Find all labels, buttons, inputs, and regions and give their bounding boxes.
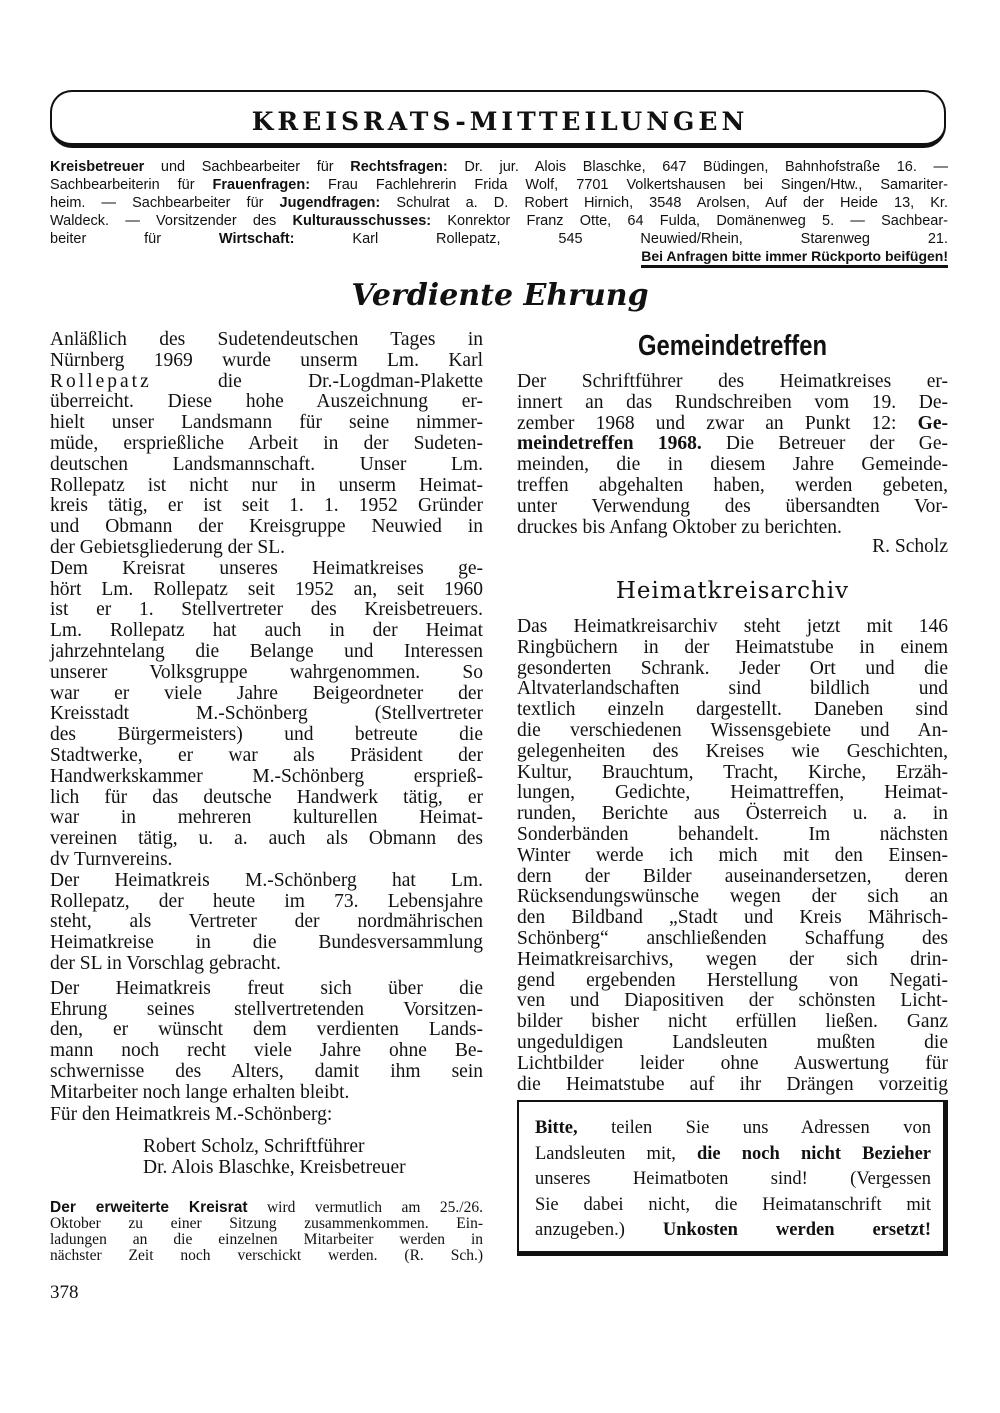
text-segment: druckes bis Anfang Oktober zu berichten. (517, 516, 842, 538)
return-postage-notice: Bei Anfragen bitte immer Rückporto beifügen! (641, 248, 948, 268)
text-line (50, 892, 483, 913)
text-line (535, 1218, 931, 1244)
text-line (50, 1000, 483, 1021)
contact-info-block (50, 158, 948, 248)
text-line (517, 950, 948, 971)
text-segment: runden, Berichte aus Österreich u. a. in (517, 803, 948, 825)
signature-scholz: Robert Scholz, Schriftführer (143, 1136, 365, 1157)
text-segment: den, er wünscht dem verdienten Lands- (50, 1019, 483, 1041)
text-segment: der SL in Vorschlag gebracht. (50, 952, 281, 974)
text-segment: Schulrat a. D. Robert Hirnich, 3548 Arolsen, Auf der Heide 13, Kr. (380, 195, 948, 211)
text-line (50, 194, 948, 212)
text-segment: Heimatkreisarchivs, wegen der sich drin- (517, 948, 948, 970)
bold-text: Unkosten werden ersetzt! (662, 1220, 931, 1240)
text-segment: dern der Bilder auseinandersetzen, deren (517, 865, 948, 887)
text-segment: vereinen tätig, u. a. auch als Obmann des (50, 828, 483, 850)
text-line (50, 871, 483, 892)
text-line (50, 158, 948, 176)
text-segment: Mitarbeiter noch lange erhalten bleibt. (50, 1081, 350, 1103)
text-segment: lich für das deutsche Handwerk tätig, er (50, 786, 483, 808)
text-segment: Ringbüchern in der Heimatstube in einem (517, 636, 948, 658)
text-segment: gelegenheiten des Kreises wie Geschichten, (517, 740, 948, 762)
text-line (50, 580, 483, 601)
text-line (50, 372, 483, 393)
bold-text: Wirtschaft: (218, 231, 295, 247)
text-segment: Schönberg“ anschließenden Schaffung des (517, 927, 948, 949)
closing-signatures (50, 1104, 406, 1178)
text-segment: Sonderbänden behandelt. Im nächsten (517, 823, 948, 845)
article-verdiente-ehrung (50, 330, 483, 1103)
text-line (517, 497, 948, 518)
text-line (517, 617, 948, 638)
text-segment: innert an das Rundschreiben vom 19. De- (517, 391, 948, 413)
text-segment: Der Heimatkreis freut sich über die (50, 977, 483, 999)
page-number: 378 (50, 1282, 79, 1303)
text-segment: Handwerkskammer M.-Schönberg ersprieß- (50, 765, 483, 787)
text-segment: Konrektor Franz Otte, 64 Fulda, Domänenweg 5. — Sachbear- (431, 213, 948, 229)
text-segment: kreis tätig, er ist seit 1. 1. 1952 Gründer (50, 495, 483, 517)
text-line (50, 496, 483, 517)
bold-text: die noch nicht Bezieher (696, 1143, 931, 1164)
text-segment: des Bürgermeisters) und betreute die (50, 724, 483, 746)
text-segment: schwernisse des Alters, damit ihm sein (50, 1060, 483, 1082)
text-line (50, 663, 483, 684)
text-line (517, 763, 948, 784)
heading-gemeindetreffen: Gemeindetreffen (638, 330, 827, 362)
text-segment: textlich einzeln dargestellt. Daneben sind (517, 699, 948, 721)
text-segment: Dr. jur. Alois Blaschke, 647 Büdingen, Bahnhofstraße 16. — (447, 159, 948, 175)
text-line (517, 700, 948, 721)
text-segment: Rücksendungswünsche wegen der sich an (517, 886, 948, 908)
text-line (50, 1232, 483, 1248)
bold-text: meindetreffen 1968. (517, 433, 702, 455)
text-line (50, 1083, 483, 1104)
text-segment: hört Lm. Rollepatz seit 1952 an, seit 1960 (50, 578, 483, 600)
text-line (50, 767, 483, 788)
text-segment: zember 1968 und zwar an Punkt 12: (517, 412, 918, 434)
text-segment: war er viele Jahre Beigeordneter der (50, 682, 483, 704)
text-segment: bilder bisher nicht erfüllen ließen. Ganz (517, 1011, 948, 1033)
text-segment: lungen, Gedichte, Heimattreffen, Heimat- (517, 782, 948, 804)
text-line (50, 230, 948, 248)
text-line (50, 476, 483, 497)
text-line (517, 1054, 948, 1075)
text-line (517, 455, 948, 476)
text-line (517, 908, 948, 929)
text-segment: Sie dabei nicht, die Heimatanschrift mit (535, 1194, 931, 1215)
article-gemeindetreffen (517, 372, 948, 538)
text-segment: Rollepatz ist nicht nur in unserm Heimat- (50, 474, 483, 496)
text-line (50, 808, 483, 829)
text-segment: Altvaterlandschaften sind bildlich und (517, 678, 948, 700)
text-line (50, 351, 483, 372)
text-line (50, 746, 483, 767)
text-segment: und Sachbearbeiter für (144, 159, 351, 175)
text-segment: müde, ersprießliche Arbeit in der Sudeten- (50, 432, 483, 454)
text-segment: mann noch recht viele Jahre ohne Be- (50, 1040, 483, 1062)
text-line (535, 1193, 931, 1219)
bold-text: Kulturausschusses: (292, 213, 432, 229)
text-segment: meinden, die in diesem Jahre Gemeinde- (517, 454, 948, 476)
signature-blaschke: Dr. Alois Blaschke, Kreisbetreuer (143, 1157, 406, 1178)
text-segment: Rollepatz, der heute im 73. Lebensjahre (50, 890, 483, 912)
text-line (50, 954, 483, 975)
text-segment: und Obmann der Kreisgruppe Neuwied in (50, 516, 483, 538)
text-line (517, 1075, 948, 1096)
text-line (50, 559, 483, 580)
text-segment: war in mehreren kulturellen Heimat- (50, 807, 483, 829)
text-line (535, 1142, 931, 1168)
text-segment: Ehrung seines stellvertretenden Vorsitzen- (50, 998, 483, 1020)
text-line (50, 829, 483, 850)
text-segment: Heimatkreise in die Bundesversammlung (50, 932, 483, 954)
text-segment: ungeduldigen Landsleuten mußten die (517, 1031, 948, 1053)
text-segment: den Bildband „Stadt und Kreis Mährisch- (517, 907, 948, 929)
text-segment: treffen abgehalten haben, werden gebeten, (517, 474, 948, 496)
text-line (517, 991, 948, 1012)
text-line (517, 414, 948, 435)
text-segment: Stadtwerke, er war als Präsident der (50, 744, 483, 766)
text-segment: Anläßlich des Sudetendeutschen Tages in (50, 329, 483, 350)
heading-heimatkreisarchiv: Heimatkreisarchiv (615, 578, 850, 604)
text-segment: Oktober zu einer Sitzung zusammenkommen. Ein- (50, 1215, 483, 1232)
text-segment: deutschen Landsmannschaft. Unser Lm. (50, 453, 483, 475)
text-segment: Karl Rollepatz, 545 Neuwied/Rhein, Starenweg 21. (294, 231, 948, 247)
text-line (50, 704, 483, 725)
text-line (517, 659, 948, 680)
text-segment: anzugeben.) (535, 1220, 663, 1240)
text-line (50, 1248, 483, 1264)
text-line (517, 846, 948, 867)
text-line (50, 600, 483, 621)
text-line (50, 1062, 483, 1083)
text-segment: Landsleuten mit, (535, 1143, 697, 1164)
text-segment: die verschiedenen Wissensgebiete und An- (517, 719, 948, 741)
text-line (517, 476, 948, 497)
text-line (517, 1033, 948, 1054)
text-line (517, 929, 948, 950)
text-line (517, 887, 948, 908)
text-line (50, 788, 483, 809)
text-segment: der Gebietsgliederung der SL. (50, 536, 286, 558)
text-segment: heim. — Sachbearbeiter für (50, 195, 280, 211)
text-segment: steht, als Vertreter der nordmährischen (50, 911, 483, 933)
text-line (50, 330, 483, 351)
address-request-box (517, 1100, 948, 1256)
bold-text: Rechtsfragen: (350, 159, 448, 175)
text-segment: ven und Diapositiven der schönsten Licht- (517, 990, 948, 1012)
text-line (535, 1167, 931, 1193)
text-line (50, 912, 483, 933)
article-heimatkreisarchiv (517, 617, 948, 1095)
article-headline: Verdiente Ehrung (351, 278, 649, 313)
text-line (517, 679, 948, 700)
text-line (517, 393, 948, 414)
text-segment: überreicht. Diese hohe Auszeichnung er- (50, 391, 483, 413)
footnote-kreisrat (50, 1200, 483, 1264)
text-line (50, 642, 483, 663)
text-line (50, 684, 483, 705)
text-segment: unseres Heimatboten sind! (Vergessen (535, 1169, 931, 1189)
text-segment: Sachbearbeiterin für (50, 177, 213, 193)
text-segment: gesonderten Schrank. Jeder Ort und die (517, 657, 948, 679)
text-segment: die Dr.-Logdman-Plakette (151, 370, 483, 392)
text-line (517, 372, 948, 393)
text-segment: wird vermutlich am 25./26. (247, 1199, 483, 1216)
text-line (517, 721, 948, 742)
text-segment: die Heimatstube auf ihr Drängen vorzeitig (517, 1073, 948, 1095)
text-segment: Frau Fachlehrerin Frida Wolf, 7701 Volkertshausen bei Singen/Htw., Samariter- (310, 177, 948, 193)
text-line (50, 434, 483, 455)
text-line (50, 517, 483, 538)
text-segment: Winter werde ich mich mit den Einsen- (517, 844, 948, 866)
text-line (50, 979, 483, 1000)
text-segment: Die Betreuer der Ge- (701, 433, 948, 455)
text-segment: jahrzehntelang die Belange und Interessen (50, 640, 483, 662)
text-segment: dv Turnvereins. (50, 848, 173, 870)
closing-line: Für den Heimatkreis M.-Schönberg: (50, 1104, 333, 1125)
text-line (517, 804, 948, 825)
text-line (50, 176, 948, 194)
text-line (50, 455, 483, 476)
text-line (50, 1020, 483, 1041)
text-line (517, 742, 948, 763)
bold-text: Der erweiterte Kreisrat (50, 1199, 248, 1216)
text-line (517, 971, 948, 992)
text-line (517, 434, 948, 455)
text-line (517, 638, 948, 659)
text-line (517, 1012, 948, 1033)
bold-text: Frauenfragen: (212, 177, 311, 193)
text-segment: Waldeck. — Vorsitzender des (50, 213, 293, 229)
text-segment: Kultur, Brauchtum, Tracht, Kirche, Erzäh- (517, 761, 948, 783)
bold-text: Jugendfragen: (279, 195, 381, 211)
text-segment: nächster Zeit noch verschickt werden. (R. Sch.) (50, 1247, 483, 1264)
text-line (50, 850, 483, 871)
text-line (517, 825, 948, 846)
text-segment: Das Heimatkreisarchiv steht jetzt mit 146 (517, 616, 948, 637)
text-line (50, 1216, 483, 1232)
text-line (50, 212, 948, 230)
text-segment: Nürnberg 1969 wurde unserm Lm. Karl (50, 349, 483, 371)
text-segment: gend ergebenden Herstellung von Negati- (517, 969, 948, 991)
text-segment: Lichtbilder leider ohne Auswertung für (517, 1052, 948, 1074)
text-segment: Der Schriftführer des Heimatkreises er- (517, 371, 948, 392)
text-segment: ladungen an die einzelnen Mitarbeiter werden in (50, 1231, 483, 1248)
text-line (517, 867, 948, 888)
text-line (50, 933, 483, 954)
text-segment: Rollepatz (50, 370, 152, 392)
text-segment: unter Verwendung des übersandten Vor- (517, 495, 948, 517)
text-segment: beiter für (50, 231, 219, 247)
text-line (50, 1041, 483, 1062)
section-title: KREISRATS-MITTEILUNGEN (251, 107, 749, 136)
text-segment: teilen Sie uns Adressen von (577, 1118, 931, 1138)
text-segment: Der Heimatkreis M.-Schönberg hat Lm. (50, 869, 483, 891)
text-segment: hielt unser Landsmann für seine nimmer- (50, 412, 483, 434)
text-line (50, 413, 483, 434)
text-segment: ist er 1. Stellvertreter des Kreisbetreuers. (50, 599, 483, 621)
text-line (50, 392, 483, 413)
text-segment: Kreisstadt M.-Schönberg (Stellvertreter (50, 703, 483, 725)
signature-r-scholz: R. Scholz (872, 536, 948, 557)
bold-text: Bitte, (535, 1118, 578, 1138)
text-line (50, 621, 483, 642)
text-segment: unserer Volksgruppe wahrgenommen. So (50, 661, 483, 683)
bold-text: Kreisbetreuer (50, 159, 145, 175)
bold-text: Ge- (917, 412, 948, 434)
text-segment: Dem Kreisrat unseres Heimatkreises ge- (50, 557, 483, 579)
text-line (50, 725, 483, 746)
text-segment: Lm. Rollepatz hat auch in der Heimat (50, 620, 483, 642)
text-line (50, 538, 483, 559)
text-line (50, 1200, 483, 1216)
text-line (535, 1116, 931, 1142)
text-line (517, 783, 948, 804)
